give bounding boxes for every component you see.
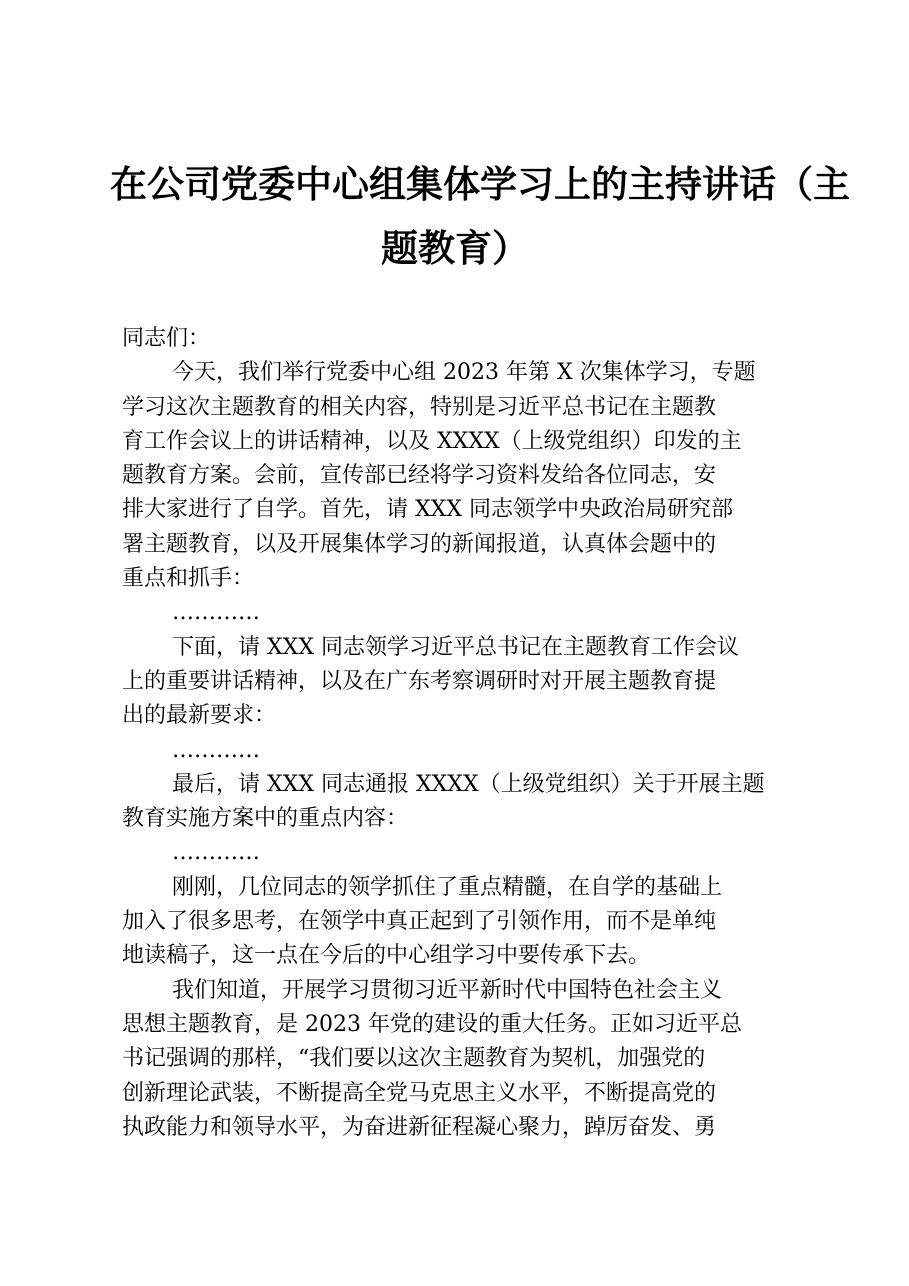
paragraph-line: 学习这次主题教育的相关内容，特别是习近平总书记在主题教 [122, 394, 717, 420]
paragraph-line: 题教育方案。会前，宣传部已经将学习资料发给各位同志，安 [122, 463, 717, 489]
paragraph-line: 最后，请 XXX 同志通报 XXXX（上级党组织）关于开展主题 [172, 771, 765, 797]
document-title [110, 152, 850, 280]
paragraph-line: 排大家进行了自学。首先，请 XXX 同志领学中央政治局研究部 [122, 497, 733, 523]
paragraph [122, 768, 802, 837]
paragraph-line: 思想主题教育，是 2023 年党的建设的重大任务。正如习近平总 [122, 1011, 742, 1037]
paragraph-line: 重点和抓手： [122, 566, 255, 592]
paragraph-line: 上的重要讲话精神，以及在广东考察调研时对开展主题教育提 [122, 668, 717, 694]
document-body [122, 322, 802, 1145]
ellipsis-line: ………… [172, 600, 260, 626]
paragraph-line: 我们知道，开展学习贯彻习近平新时代中国特色社会主义 [172, 977, 723, 1003]
ellipsis-line: ………… [172, 737, 260, 763]
paragraph-line: 加入了很多思考，在领学中真正起到了引领作用，而不是单纯 [122, 909, 717, 935]
paragraph-line: 刚刚，几位同志的领学抓住了重点精髓，在自学的基础上 [172, 874, 723, 900]
paragraph [122, 356, 802, 596]
paragraph-line: 育工作会议上的讲话精神，以及 XXXX（上级党组织）印发的主 [122, 428, 742, 454]
paragraph-line: 书记强调的那样，“我们要以这次主题教育为契机，加强党的 [122, 1046, 706, 1072]
title-line: 题教育） [381, 226, 529, 270]
title-line: 在公司党委中心组集体学习上的主持讲话（主 [110, 162, 850, 206]
paragraph-line: 署主题教育，以及开展集体学习的新闻报道，认真体会题中的 [122, 531, 717, 557]
paragraph-line: 今天，我们举行党委中心组 2023 年第 X 次集体学习，专题 [172, 360, 756, 386]
paragraph-line: 创新理论武装，不断提高全党马克思主义水平，不断提高党的 [122, 1080, 717, 1106]
salutation: 同志们： [122, 326, 211, 351]
paragraph-line: 出的最新要求： [122, 703, 277, 729]
paragraph-line: 地读稿子，这一点在今后的中心组学习中要传承下去。 [122, 943, 651, 969]
paragraph [122, 974, 802, 1145]
paragraph [122, 871, 802, 974]
paragraph-line: 教育实施方案中的重点内容： [122, 806, 409, 832]
ellipsis-line: ………… [172, 840, 260, 866]
paragraph [122, 631, 802, 734]
paragraph-line: 执政能力和领导水平，为奋进新征程凝心聚力，踔厉奋发、勇 [122, 1114, 717, 1140]
paragraph-line: 下面，请 XXX 同志领学习近平总书记在主题教育工作会议 [172, 634, 739, 660]
